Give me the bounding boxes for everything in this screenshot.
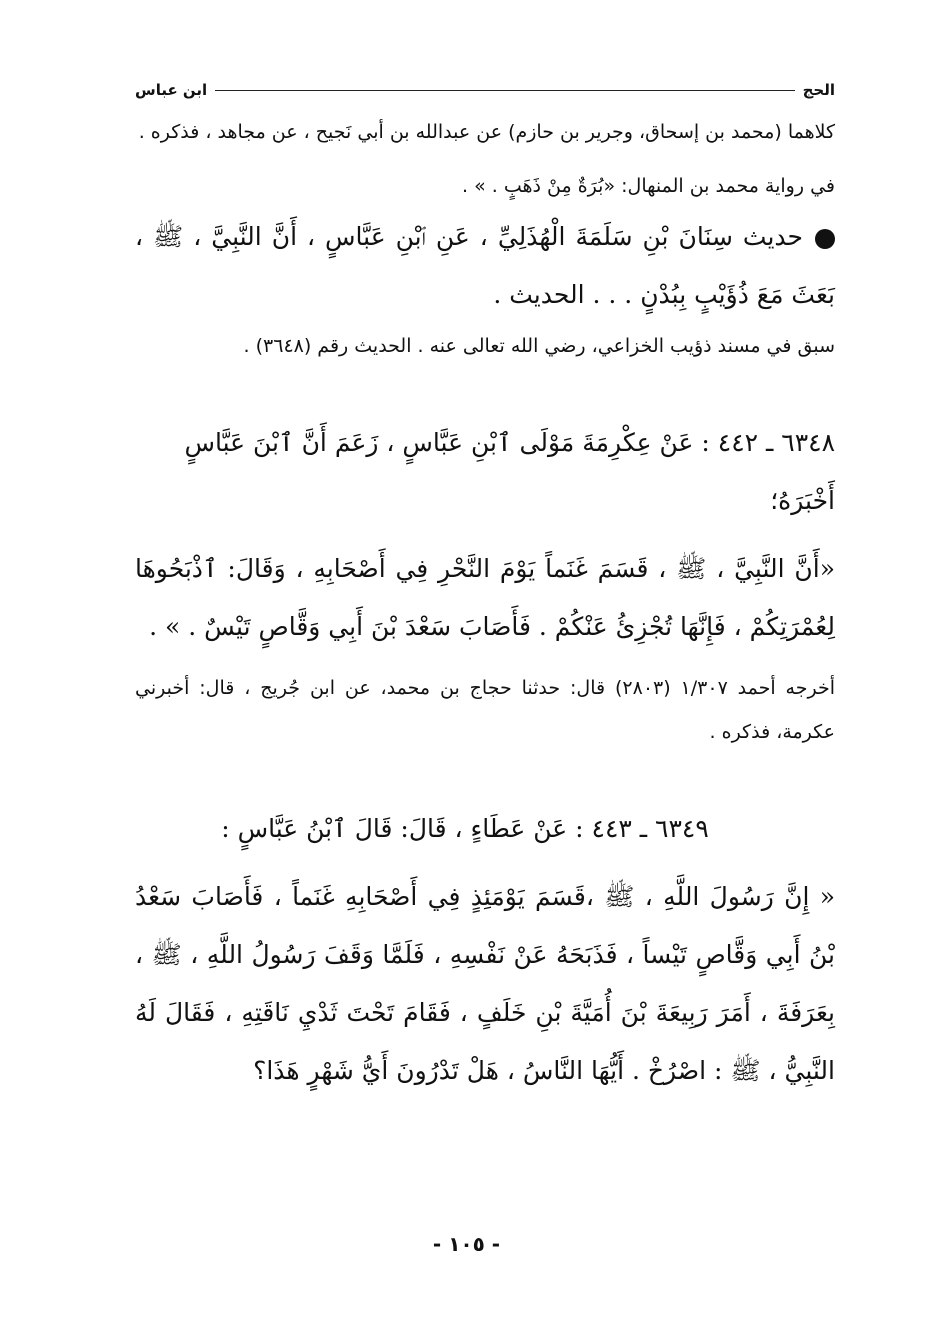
page-body xyxy=(135,70,835,1100)
page-number: - ١٠٥ - xyxy=(432,1232,501,1256)
variant-note: في رواية محمد بن المنهال: «بُرَةٌ مِنْ ذَهَبٍ . » . xyxy=(462,175,835,197)
header-musnad-name: ابن عباس xyxy=(135,81,208,99)
header-rule xyxy=(215,90,794,91)
header-chapter-title: الحج xyxy=(802,81,835,99)
source-note: كلاهما (محمد بن إسحاق، وجرير بن حازم) عن عبدالله بن أبي نَجيح ، عن مجاهد ، فذكره . xyxy=(138,121,835,143)
hadith-6348-text: «أَنَّ النَّبِيَّ ، ﷺ ، قَسَمَ غَنَماً يَوْمَ النَّحْرِ فِي أَصْحَابِهِ ، وَقَالَ: ٱذْبَحُوهَا لِعُمْرَتِكُمْ ، فَإِنَّهَا تُجْزِئُ عَنْكُمْ . فَأَصَابَ سَعْدَ بْنَ أَبِي وَقَّاصٍ تَيْسٌ . » . xyxy=(135,554,835,641)
hadith-6349-text: « إِنَّ رَسُولَ اللَّهِ ، ﷺ ،قَسَمَ يَوْمَئِذٍ فِي أَصْحَابِهِ غَنَماً ، فَأَصَابَ سَعْدُ بْنُ أَبِي وَقَّاصٍ تَيْساً ، فَذَبَحَهُ عَنْ نَفْسِهِ ، فَلَمَّا وَقَفَ رَسُولُ اللَّهِ ، ﷺ ، بِعَرَفَةَ ، أَمَرَ رَبِيعَةَ بْنَ أُمَيَّةَ بْنِ خَلَفٍ ، فَقَامَ تَحْتَ ثَدْيِ نَاقَتِهِ ، فَقَالَ لَهُ النَّبِيُّ ، ﷺ : اصْرُخْ . أَيُّهَا النَّاسُ ، هَلْ تَدْرُونَ أَيُّ شَهْرٍ هَذَا؟ xyxy=(135,882,835,1085)
hadith-6348-takhrij: أخرجه أحمد ١/٣٠٧ (٢٨٠٣) قال: حدثنا حجاج بن محمد، عن ابن جُريج ، قال: أخبرني عكرمة، فذكره . xyxy=(135,677,835,743)
hadith-6349-heading: ٦٣٤٩ ـ ٤٤٣ : عَنْ عَطَاءٍ ، قَالَ: قَالَ ٱبْنُ عَبَّاسٍ : xyxy=(221,814,709,843)
cross-reference-note: سبق في مسند ذؤيب الخزاعي، رضي الله تعالى عنه . الحديث رقم (٣٦٤٨) . xyxy=(243,335,835,357)
bullet-hadith-text: حديث سِنَانَ بْنِ سَلَمَةَ الْهُذَلِيِّ ، عَنِ ٱبْنِ عَبَّاسٍ ، أَنَّ النَّبِيَّ ، ﷺ ، بَعَثَ مَعَ ذُؤَيْبٍ بِبُدْنٍ . . . الحديث . xyxy=(135,222,835,309)
running-header xyxy=(135,70,835,110)
bullet-hadith xyxy=(135,208,835,324)
hadith-6348-heading: ٦٣٤٨ ـ ٤٤٢ : عَنْ عِكْرِمَةَ مَوْلَى ٱبْنِ عَبَّاسٍ ، زَعَمَ أَنَّ ٱبْنَ عَبَّاسٍ أَخْبَرَهُ؛ xyxy=(184,428,835,515)
bullet-icon xyxy=(815,229,835,249)
